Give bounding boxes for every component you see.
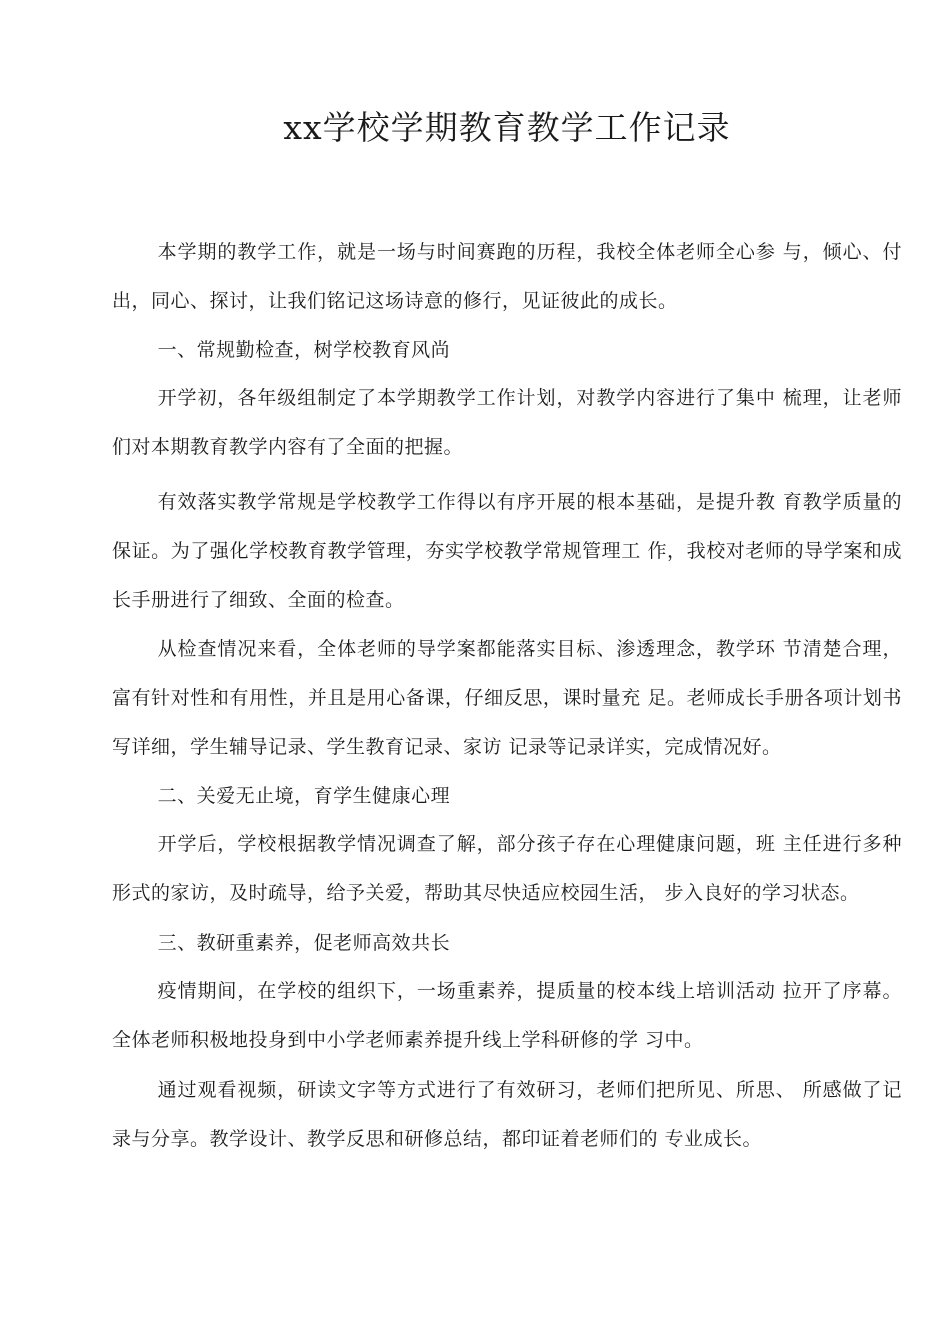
document-body	[112, 228, 902, 1164]
document-title: xx学校学期教育教学工作记录	[283, 108, 731, 147]
intro-paragraph: 本学期的教学工作，就是一场与时间赛跑的历程，我校全体老师全心参 与，倾心、付出，同心、探讨，让我们铭记这场诗意的修行，见证彼此的成长。	[112, 241, 902, 312]
body-paragraph: 疫情期间，在学校的组织下，一场重素养，提质量的校本线上培训活动 拉开了序幕。全体老师积极地投身到中小学老师素养提升线上学科研修的学 习中。	[112, 980, 902, 1051]
section-heading-1: 一、常规勤检查，树学校教育风尚	[157, 339, 451, 361]
body-paragraph: 从检查情况来看，全体老师的导学案都能落实目标、渗透理念，教学环 节清楚合理，富有针对性和有用性，并且是用心备课，仔细反思，课时量充 足。老师成长手册各项计划书写详细，学生辅导记录、学生教育记录、家访 记录等记录详实，完成情况好。	[112, 638, 902, 758]
body-paragraph: 通过观看视频，研读文字等方式进行了有效研习，老师们把所见、所思、 所感做了记录与分享。教学设计、教学反思和研修总结，都印证着老师们的 专业成长。	[112, 1079, 902, 1150]
section-heading-3: 三、教研重素养，促老师高效共长	[157, 932, 451, 954]
body-paragraph: 开学后，学校根据教学情况调查了解，部分孩子存在心理健康问题，班 主任进行多种形式的家访，及时疏导，给予关爱，帮助其尽快适应校园生活， 步入良好的学习状态。	[112, 833, 902, 904]
body-paragraph: 开学初，各年级组制定了本学期教学工作计划，对教学内容进行了集中 梳理，让老师们对本期教育教学内容有了全面的把握。	[112, 387, 902, 458]
body-paragraph: 有效落实教学常规是学校教学工作得以有序开展的根本基础，是提升教 育教学质量的保证。为了强化学校教育教学管理，夯实学校教学常规管理工 作，我校对老师的导学案和成长手册进行了细致、全面的检查。	[112, 491, 902, 611]
section-heading-2: 二、关爱无止境，育学生健康心理	[157, 785, 451, 807]
